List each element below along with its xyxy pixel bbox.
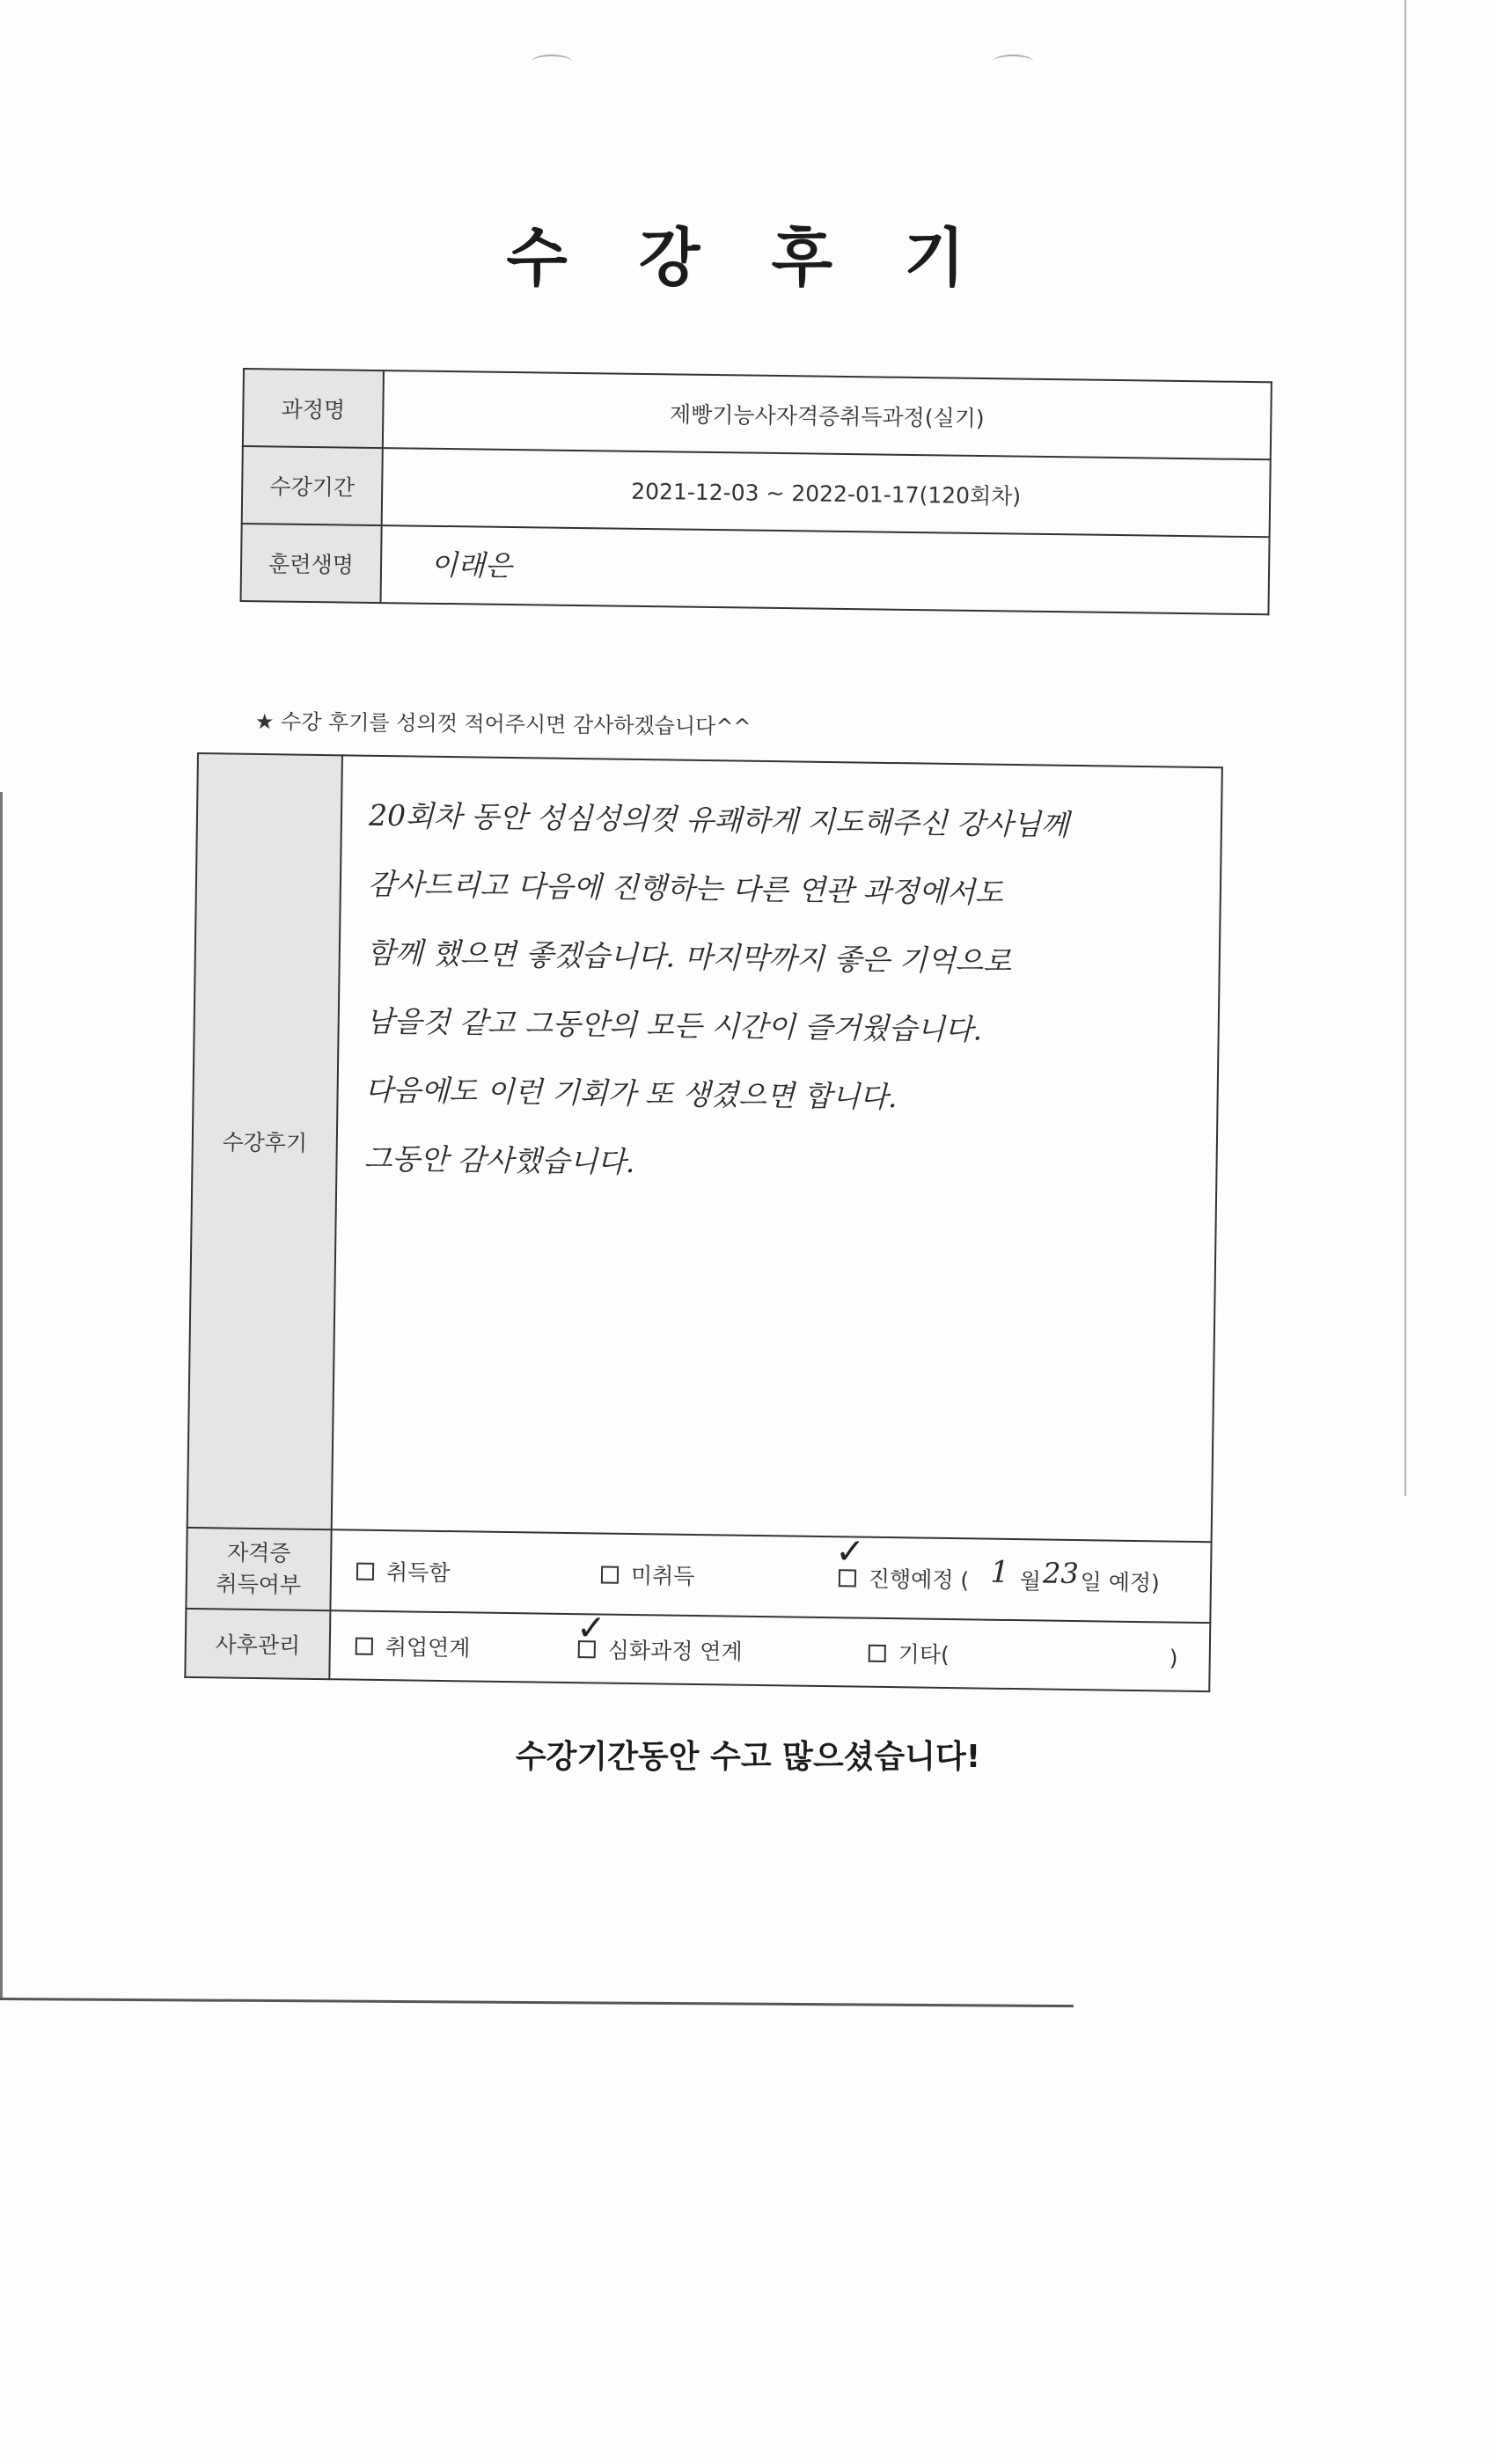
cert-month-unit: 월 <box>1019 1568 1042 1595</box>
review-text-area <box>332 755 1222 1542</box>
review-line: 남을것 같고 그동안의 모든 시간이 즐거웠습니다. <box>365 1003 983 1047</box>
checkmark-icon: ✓ <box>834 1531 866 1573</box>
cert-option-not-obtained-label: 미취득 <box>630 1562 695 1589</box>
aftercare-option-other-close: ) <box>1169 1645 1178 1671</box>
trainee-signature: 이래은 <box>429 547 513 583</box>
instruction-note: ★ 수강 후기를 성의껏 적어주시면 감사하겠습니다^^ <box>254 709 752 739</box>
aftercare-other-blank[interactable] <box>950 1662 1170 1665</box>
cert-option-scheduled[interactable] <box>834 1531 1160 1597</box>
trainee-label: 훈련생명 <box>241 524 382 603</box>
page-edge-left <box>0 792 3 1998</box>
aftercare-option-job[interactable] <box>356 1630 571 1664</box>
punch-hole-right <box>993 55 1033 69</box>
info-table <box>240 368 1272 615</box>
aftercare-option-advanced-label: 심화과정 연계 <box>607 1637 743 1665</box>
cert-day-suffix: 일 예정) <box>1080 1569 1160 1596</box>
checkbox-icon[interactable] <box>356 1563 374 1580</box>
cert-day-value: 23 <box>1042 1556 1080 1591</box>
checkmark-icon: ✓ <box>576 1608 606 1649</box>
review-table <box>184 752 1223 1692</box>
closing-message: 수강기간동안 수고 많으셨습니다! <box>515 1739 981 1775</box>
checkbox-icon[interactable] <box>356 1638 373 1655</box>
trainee-value-cell <box>381 525 1270 614</box>
aftercare-option-other[interactable] <box>868 1637 1184 1673</box>
period-label: 수강기간 <box>242 446 383 525</box>
cert-option-not-obtained[interactable] <box>601 1558 832 1594</box>
cert-option-obtained-label: 취득함 <box>385 1559 451 1587</box>
course-label: 과정명 <box>243 369 384 448</box>
page-edge-bottom <box>0 1998 1074 2007</box>
page-title: 수 강 후 기 <box>506 221 990 295</box>
aftercare-label: 사후관리 <box>185 1609 330 1679</box>
review-line: 감사드리고 다음에 진행하는 다른 연관 과정에서도 <box>367 866 1004 910</box>
certificate-options <box>330 1529 1211 1623</box>
cert-option-scheduled-label: 진행예정 ( <box>868 1566 970 1594</box>
certificate-label <box>186 1528 331 1610</box>
punch-hole-left <box>532 55 572 69</box>
checkbox-icon[interactable] <box>869 1645 886 1662</box>
review-line: 20회차 동안 성심성의껏 유쾌하게 지도해주신 강사님께 <box>368 797 1069 842</box>
course-value: 제빵기능사자격증취득과정(실기) <box>383 370 1272 459</box>
cert-month-value: 1 <box>989 1554 1010 1590</box>
cert-option-obtained[interactable] <box>356 1555 594 1590</box>
review-line: 다음에도 이런 기회가 또 생겼으면 합니다. <box>364 1072 898 1115</box>
review-line: 그동안 감사했습니다. <box>363 1140 635 1179</box>
aftercare-option-advanced[interactable] <box>576 1608 862 1668</box>
review-label: 수강후기 <box>187 753 342 1529</box>
aftercare-option-other-label: 기타( <box>898 1641 950 1668</box>
review-line: 함께 했으면 좋겠습니다. 마지막까지 좋은 기억으로 <box>366 935 1012 979</box>
checkbox-icon[interactable] <box>601 1566 619 1584</box>
aftercare-options <box>329 1610 1210 1691</box>
period-value: 2021-12-03 ~ 2022-01-17(120회차) <box>382 448 1271 537</box>
certificate-label-line2: 취득여부 <box>216 1571 302 1598</box>
aftercare-option-job-label: 취업연계 <box>385 1634 471 1661</box>
certificate-label-line1: 자격증 <box>226 1539 291 1566</box>
